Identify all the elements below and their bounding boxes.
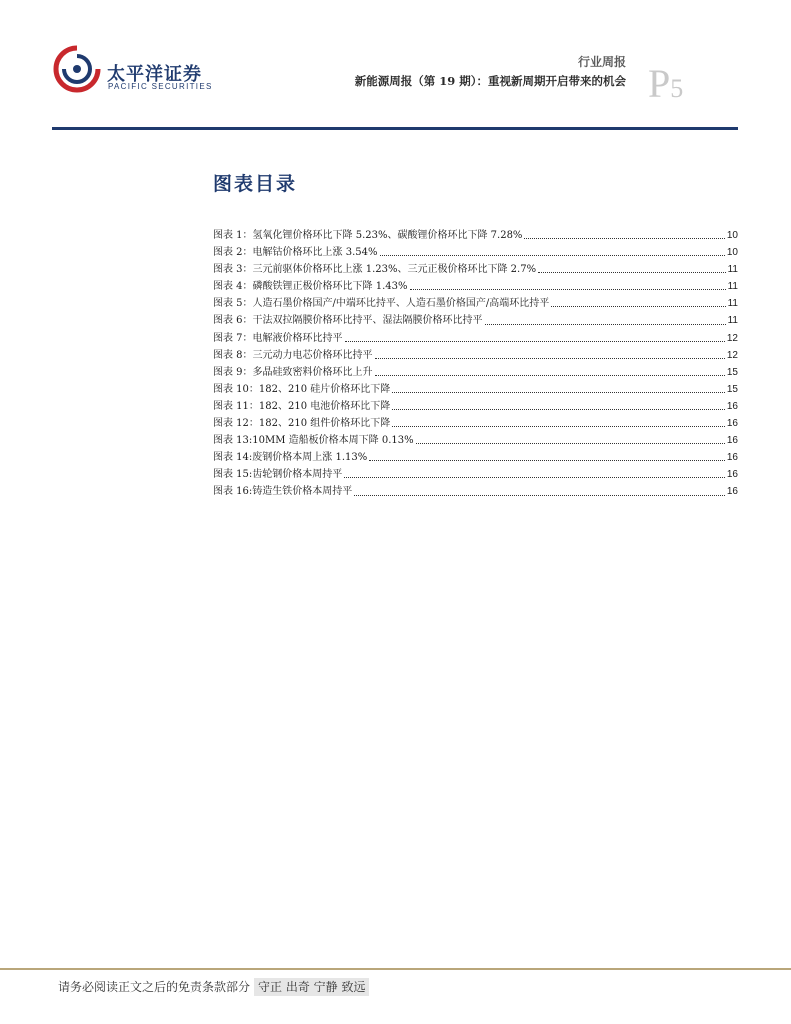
toc-entry-label: 图表 13: — [213, 435, 253, 447]
toc-leader-dots — [392, 425, 725, 427]
toc-entry[interactable] — [213, 260, 738, 277]
page-number-value: 5 — [670, 74, 684, 103]
logo-english-name: PACIFIC SECURITIES — [108, 82, 213, 91]
toc-leader-dots — [345, 340, 725, 342]
toc-entry-title: 氢氧化锂价格环比下降 5.23%、碳酸锂价格环比下降 7.28% — [252, 230, 523, 241]
toc-entry-title: 电解钴价格环比上涨 3.54% — [252, 247, 378, 259]
disclaimer-notice: 请务必阅读正文之后的免责条款部分 — [58, 980, 251, 994]
logo-chinese-name: 太平洋证券 — [107, 64, 202, 85]
toc-entry-title: 人造石墨价格国产/中端环比持平、人造石墨价格国产/高端环比持平 — [252, 298, 550, 310]
toc-entry[interactable] — [213, 397, 738, 414]
toc-entry[interactable] — [213, 311, 738, 328]
toc-entry[interactable] — [213, 363, 738, 380]
toc-entry-page: 10 — [726, 247, 738, 259]
toc-entry-page: 12 — [726, 349, 738, 361]
toc-entry-page: 10 — [726, 230, 738, 241]
toc-entry-page: 11 — [727, 264, 738, 276]
toc-entry-label: 图表 12： — [213, 418, 259, 430]
toc-entry-page: 16 — [726, 418, 738, 430]
toc-leader-dots — [375, 357, 725, 359]
toc-entry-label: 图表 5： — [213, 298, 253, 310]
toc-entry-page: 16 — [726, 452, 738, 464]
toc-entry-page: 11 — [727, 298, 738, 310]
toc-entry-label: 图表 15: — [213, 469, 253, 481]
toc-entry[interactable] — [213, 414, 738, 431]
toc-leader-dots — [354, 494, 725, 496]
page-number — [648, 61, 684, 106]
toc-entry[interactable] — [213, 346, 738, 363]
logo-emblem-icon — [52, 44, 102, 94]
toc-entry-page: 16 — [726, 469, 738, 481]
toc-entry-label: 图表 8： — [213, 349, 253, 361]
toc-entry-label: 图表 11： — [213, 400, 259, 412]
report-title: 新能源周报（第 19 期）：重视新周期开启带来的机会 — [354, 74, 626, 88]
toc-entry-title: 废钢价格本周上涨 1.13% — [252, 452, 368, 464]
toc-leader-dots — [392, 391, 725, 393]
toc-entry-label: 图表 1： — [213, 230, 253, 241]
toc-leader-dots — [369, 459, 725, 461]
toc-entry-title: 182、210 组件价格环比下降 — [258, 418, 391, 430]
company-logo — [52, 44, 222, 94]
toc-leader-dots — [538, 271, 726, 273]
company-motto: 守正 出奇 宁静 致远 — [254, 978, 369, 996]
toc-entry-title: 182、210 硅片价格环比下降 — [258, 383, 391, 395]
report-type: 行业周报 — [577, 55, 626, 69]
toc-entry-title: 三元前驱体价格环比上涨 1.23%、三元正极价格环比下降 2.7% — [252, 264, 537, 276]
toc-leader-dots — [524, 237, 724, 239]
toc-leader-dots — [551, 305, 725, 307]
toc-entry-page: 15 — [726, 383, 738, 395]
toc-entry-page: 16 — [726, 435, 738, 447]
toc-entry-label: 图表 3： — [213, 264, 253, 276]
toc-entry-page: 15 — [726, 366, 738, 378]
toc-entry-label: 图表 4： — [213, 281, 253, 293]
toc-entry-page: 11 — [727, 281, 738, 293]
toc-leader-dots — [344, 476, 725, 478]
toc-list — [213, 226, 738, 500]
toc-entry[interactable] — [213, 380, 738, 397]
toc-entry-page: 16 — [726, 400, 738, 412]
toc-entry[interactable] — [213, 226, 738, 243]
toc-leader-dots — [485, 323, 726, 325]
toc-entry-title: 干法双拉隔膜价格环比持平、湿法隔膜价格环比持平 — [252, 315, 483, 327]
toc-leader-dots — [392, 408, 725, 410]
toc-entry-title: 电解液价格环比持平 — [252, 332, 343, 344]
toc-entry-label: 图表 14: — [213, 452, 253, 464]
toc-entry-label: 图表 9： — [213, 366, 253, 378]
toc-entry-title: 磷酸铁锂正极价格环比下降 1.43% — [252, 281, 408, 293]
toc-entry-page: 12 — [726, 332, 738, 344]
toc-entry[interactable] — [213, 243, 738, 260]
toc-entry[interactable] — [213, 294, 738, 311]
header-divider — [52, 127, 738, 130]
toc-entry-title: 齿轮钢价格本周持平 — [252, 469, 343, 481]
toc-leader-dots — [416, 442, 725, 444]
toc-entry[interactable] — [213, 329, 738, 346]
toc-entry-page: 11 — [727, 315, 738, 327]
page-prefix: P — [648, 61, 671, 106]
toc-leader-dots — [375, 374, 725, 376]
toc-entry[interactable] — [213, 465, 738, 482]
toc-heading: 图表目录 — [213, 173, 298, 195]
toc-entry-label: 图表 7： — [213, 332, 253, 344]
toc-entry-label: 图表 10： — [213, 383, 259, 395]
toc-entry-label: 图表 16: — [213, 486, 253, 498]
footer — [58, 978, 369, 995]
toc-leader-dots — [410, 288, 726, 290]
toc-entry-label: 图表 2： — [213, 247, 253, 259]
toc-entry-label: 图表 6： — [213, 315, 253, 327]
toc-leader-dots — [380, 254, 725, 256]
toc-entry-title: 多晶硅致密料价格环比上升 — [252, 366, 373, 378]
footer-divider — [0, 968, 791, 970]
toc-entry-title: 三元动力电芯价格环比持平 — [252, 349, 373, 361]
toc-entry-title: 10MM 造船板价格本周下降 0.13% — [252, 435, 414, 447]
toc-entry[interactable] — [213, 482, 738, 499]
toc-entry[interactable] — [213, 431, 738, 448]
toc-entry-title: 182、210 电池价格环比下降 — [258, 400, 391, 412]
toc-entry[interactable] — [213, 277, 738, 294]
toc-entry-page: 16 — [726, 486, 738, 498]
toc-entry-title: 铸造生铁价格本周持平 — [252, 486, 353, 498]
toc-entry[interactable] — [213, 448, 738, 465]
